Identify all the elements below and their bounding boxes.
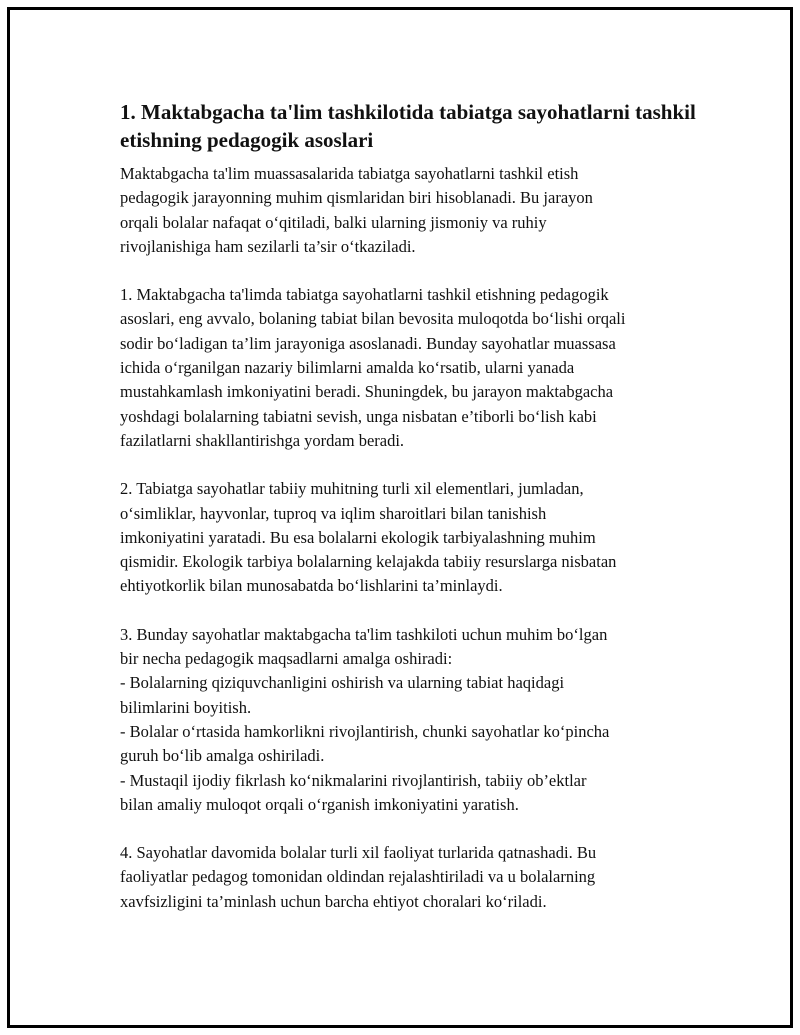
paragraph-1: 1. Maktabgacha ta'limda tabiatga sayohatlarni tashkil etishning pedagogik asoslari, eng avvalo, bolaning tabiat bilan bevosita muloqotda bo‘lishi orqali sodir bo‘ladigan ta’lim jarayoniga asoslanadi. Bunday sayohatlar muassasa ichida o‘rganilgan nazariy bilimlarni amalda ko‘rsatib, ularni yanada mustahkamlash imkoniyatini beradi. Shuningdek, bu jarayon maktabgacha yoshdagi bolalarning tabiatni sevish, unga nisbatan e’tiborli bo‘lish kabi fazilatlarni shakllantirishga yordam beradi. [120, 285, 626, 450]
page-frame [7, 7, 793, 1028]
intro-paragraph: Maktabgacha ta'lim muassasalarida tabiatga sayohatlarni tashkil etish pedagogik jarayonning muhim qismlaridan biri hisoblanadi. Bu jarayon orqali bolalar nafaqat o‘qitiladi, balki ularning jismoniy va ruhiy rivojlanishiga ham sezilarli ta’sir o‘tkaziladi. [120, 164, 593, 256]
section-heading: 1. Maktabgacha ta'lim tashkilotida tabiatga sayohatlarni tashkil etishning pedagogik asoslari [120, 100, 696, 152]
paragraph-3: 3. Bunday sayohatlar maktabgacha ta'lim tashkiloti uchun muhim bo‘lgan bir necha pedagogik maqsadlarni amalga oshiradi: - Bolalarning qiziquvchanligini oshirish va ularning tabiat haqidagi bilimlarini boyitish. - Bolalar o‘rtasida hamkorlikni rivojlantirish, chunki sayohatlar ko‘pincha guruh bo‘lib amalga oshiriladi. - Mustaqil ijodiy fikrlash ko‘nikmalarini rivojlantirish, tabiiy ob’ektlar bilan amaliy muloqot orqali o‘rganish imkoniyatini yaratish. [120, 624, 610, 814]
paragraph-2: 2. Tabiatga sayohatlar tabiiy muhitning turli xil elementlari, jumladan, o‘simliklar, hayvonlar, tuproq va iqlim sharoitlari bilan tanishish imkoniyatini yaratadi. Bu esa bolalarni ekologik tarbiyalashning muhim qismidir. Ekologik tarbiya bolalarning kelajakda tabiiy resurslarga nisbatan ehtiyotkorlik bilan munosabatda bo‘lishlarini ta’minlaydi. [120, 479, 617, 596]
document-body [120, 98, 700, 914]
paragraph-4: 4. Sayohatlar davomida bolalar turli xil faoliyat turlarida qatnashadi. Bu faoliyatlar pedagog tomonidan oldindan rejalashtiriladi va u bolalarning xavfsizligini ta’minlash uchun barcha ehtiyot choralari ko‘riladi. [120, 843, 597, 911]
